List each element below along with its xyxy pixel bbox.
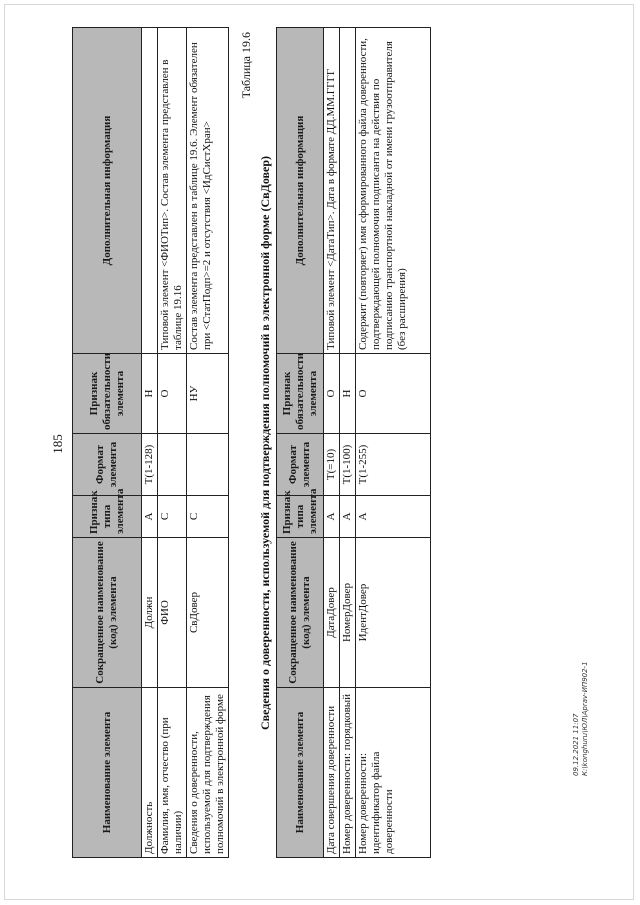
header-cell: Наименование элемента [73, 688, 142, 858]
header-cell: Признак обязательности элемента [73, 354, 142, 434]
cell-code: СвДовер [187, 538, 229, 688]
cell-name: Сведения о доверенности, используемой для подтверждения полномочий в электронной форме [187, 688, 229, 858]
cell-name: Дата совершения доверенности [324, 688, 340, 858]
cell-format [158, 434, 187, 496]
cell-info: Содержит (повторяет) имя сформированного файла доверенности, подтверждающей полномочия подписанта на действия по подписанию транспортной накладной от имени грузоотправителя (без расширения) [356, 28, 431, 354]
table-row [340, 28, 356, 858]
cell-info [340, 28, 356, 354]
table-caption: Сведения о доверенности, используемой для подтверждения полномочий в электронной форме (СвДовер) [258, 155, 272, 731]
table-header-row [277, 28, 324, 858]
cell-code: ФИО [158, 538, 187, 688]
cell-type: А [356, 496, 431, 538]
cell-format [187, 434, 229, 496]
cell-info [142, 28, 158, 354]
cell-required: О [158, 354, 187, 434]
header-cell: Сокращенное наименование (код) элемента [277, 538, 324, 688]
cell-type: А [324, 496, 340, 538]
cell-required: Н [142, 354, 158, 434]
header-cell: Признак типа элемента [277, 496, 324, 538]
cell-name: Номер доверенности: идентификатор файла доверенности [356, 688, 431, 858]
footer-timestamp: 09.12.2021 11:07 [572, 713, 580, 776]
table-row [158, 28, 187, 858]
cell-format: T(=10) [324, 434, 340, 496]
cell-format: T(1-255) [356, 434, 431, 496]
table-continued [72, 27, 229, 858]
table-row [324, 28, 340, 858]
rotated-content [72, 28, 431, 858]
cell-type: С [187, 496, 229, 538]
table-svdover [276, 27, 431, 858]
print-footer [572, 626, 590, 776]
cell-name: Номер доверенности: порядковый [340, 688, 356, 858]
header-cell: Формат элемента [73, 434, 142, 496]
cell-info: Типовой элемент <ФИОТип>. Состав элемента представлен в таблице 19.16 [158, 28, 187, 354]
header-cell: Признак типа элемента [73, 496, 142, 538]
cell-info: Типовой элемент <ДатаТип>. Дата в формате ДД.ММ.ГГГГ [324, 28, 340, 354]
table-label: Таблица 19.6 [239, 32, 253, 99]
cell-code: НомерДовер [340, 538, 356, 688]
table-header-row [73, 28, 142, 858]
cell-format: T(1-128) [142, 434, 158, 496]
table-row [356, 28, 431, 858]
header-cell: Дополнительная информация [277, 28, 324, 354]
table-row [142, 28, 158, 858]
cell-required: О [356, 354, 431, 434]
cell-name: Должность [142, 688, 158, 858]
cell-type: С [158, 496, 187, 538]
header-cell: Наименование элемента [277, 688, 324, 858]
cell-code: ДатаДовер [324, 538, 340, 688]
cell-name: Фамилия, имя, отчество (при наличии) [158, 688, 187, 858]
header-cell: Формат элемента [277, 434, 324, 496]
header-cell: Дополнительная информация [73, 28, 142, 354]
table-row [187, 28, 229, 858]
cell-format: T(1-100) [340, 434, 356, 496]
cell-code: Должн [142, 538, 158, 688]
cell-code: ИдентДовер [356, 538, 431, 688]
header-cell: Признак обязательности элемента [277, 354, 324, 434]
page-number: 185 [50, 434, 65, 454]
footer-path: К:\konghuru\ЮЛ\Aprav-ИП902-1 [581, 661, 589, 776]
cell-info: Состав элемента представлен в таблице 19.6. Элемент обязателен при <СтатПодп>=2 и отсутствия <ИдСистХран> [187, 28, 229, 354]
cell-required: НУ [187, 354, 229, 434]
cell-type: А [340, 496, 356, 538]
cell-required: О [324, 354, 340, 434]
cell-required: Н [340, 354, 356, 434]
cell-type: А [142, 496, 158, 538]
header-cell: Сокращенное наименование (код) элемента [73, 538, 142, 688]
